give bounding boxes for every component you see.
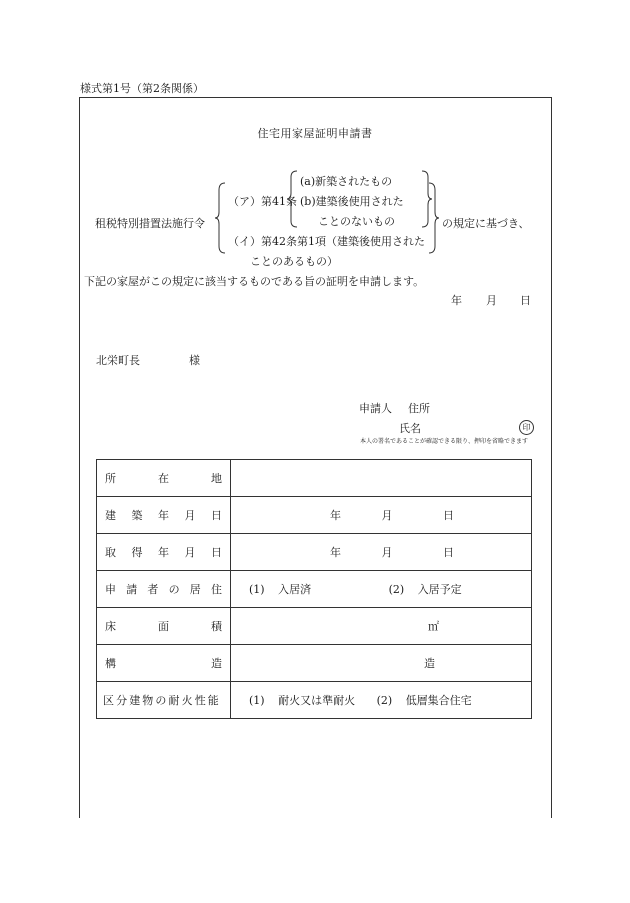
built-date-value[interactable]: 年 月 日 bbox=[231, 497, 532, 534]
law-a-a: (a)新築されたもの bbox=[300, 175, 393, 188]
fire-opt2: 低層集合住宅 bbox=[405, 694, 472, 707]
residence-opt2-num: (2) bbox=[388, 583, 405, 596]
fire-value[interactable] bbox=[231, 682, 532, 719]
inner-left-brace bbox=[287, 170, 299, 228]
seal-icon: 印 bbox=[519, 420, 534, 435]
fire-label: 区分建物の耐火性能 bbox=[97, 682, 231, 719]
table-row-residence bbox=[97, 571, 532, 608]
location-value[interactable] bbox=[231, 460, 532, 497]
residence-opt2: 入居予定 bbox=[417, 583, 462, 596]
seal-note: 本人の署名であることが確認できる限り、押印を省略できます bbox=[360, 438, 529, 445]
applicant-label: 申請人 bbox=[359, 402, 392, 415]
fire-opt1-num: (1) bbox=[249, 694, 265, 707]
floor-area-unit: ㎡ bbox=[428, 620, 439, 633]
residence-opt1-num: (1) bbox=[249, 583, 265, 596]
applicant-address-label: 住所 bbox=[408, 402, 430, 415]
structure-label: 構 造 bbox=[97, 645, 231, 682]
form-id: 様式第1号（第2条関係） bbox=[80, 82, 204, 95]
residence-opt1: 入居済 bbox=[278, 583, 312, 596]
location-label: 所 在 地 bbox=[97, 460, 231, 497]
page-title: 住宅用家屋証明申請書 bbox=[257, 127, 373, 140]
law-prefix: 租税特別措置法施行令 bbox=[95, 217, 205, 230]
outer-left-brace bbox=[215, 182, 227, 254]
structure-unit: 造 bbox=[424, 657, 435, 670]
floor-area-label: 床 面 積 bbox=[97, 608, 231, 645]
law-a-b1: (b)建築後使用された bbox=[300, 195, 404, 208]
structure-value[interactable] bbox=[231, 645, 532, 682]
fire-opt2-num: (2) bbox=[376, 694, 393, 707]
law-suffix: の規定に基づき、 bbox=[442, 217, 530, 230]
residence-label: 申 請 者 の 居 住 bbox=[97, 571, 231, 608]
acquired-date-label: 取 得 年 月 日 bbox=[97, 534, 231, 571]
table-row-floor bbox=[97, 608, 532, 645]
addressee-honorific: 様 bbox=[189, 354, 200, 367]
law-i-1: （イ）第42条第1項（建築後使用された bbox=[228, 235, 425, 248]
built-date-label: 建 築 年 月 日 bbox=[97, 497, 231, 534]
law-a-article: （ア）第41条 bbox=[228, 195, 297, 208]
outer-right-brace bbox=[427, 182, 439, 254]
acquired-date-value[interactable]: 年 月 日 bbox=[231, 534, 532, 571]
law-a-b2: ことのないもの bbox=[318, 215, 395, 228]
addressee-name: 北栄町長 bbox=[96, 354, 140, 367]
floor-area-value[interactable] bbox=[231, 608, 532, 645]
date-year: 年 bbox=[451, 294, 462, 307]
date-day: 日 bbox=[520, 294, 531, 307]
request-line: 下記の家屋がこの規定に該当するものである旨の証明を申請します。 bbox=[84, 275, 425, 288]
table-row-built bbox=[97, 497, 532, 534]
law-i-2: ことのあるもの） bbox=[250, 255, 338, 268]
table-row-fire bbox=[97, 682, 532, 719]
table-row-acquired bbox=[97, 534, 532, 571]
fire-opt1: 耐火又は準耐火 bbox=[278, 694, 356, 707]
table-row-structure bbox=[97, 645, 532, 682]
date-month: 月 bbox=[486, 294, 497, 307]
residence-value[interactable] bbox=[231, 571, 532, 608]
table-row-location bbox=[97, 460, 532, 497]
property-table bbox=[96, 459, 532, 719]
applicant-name-label: 氏名 bbox=[399, 422, 421, 435]
